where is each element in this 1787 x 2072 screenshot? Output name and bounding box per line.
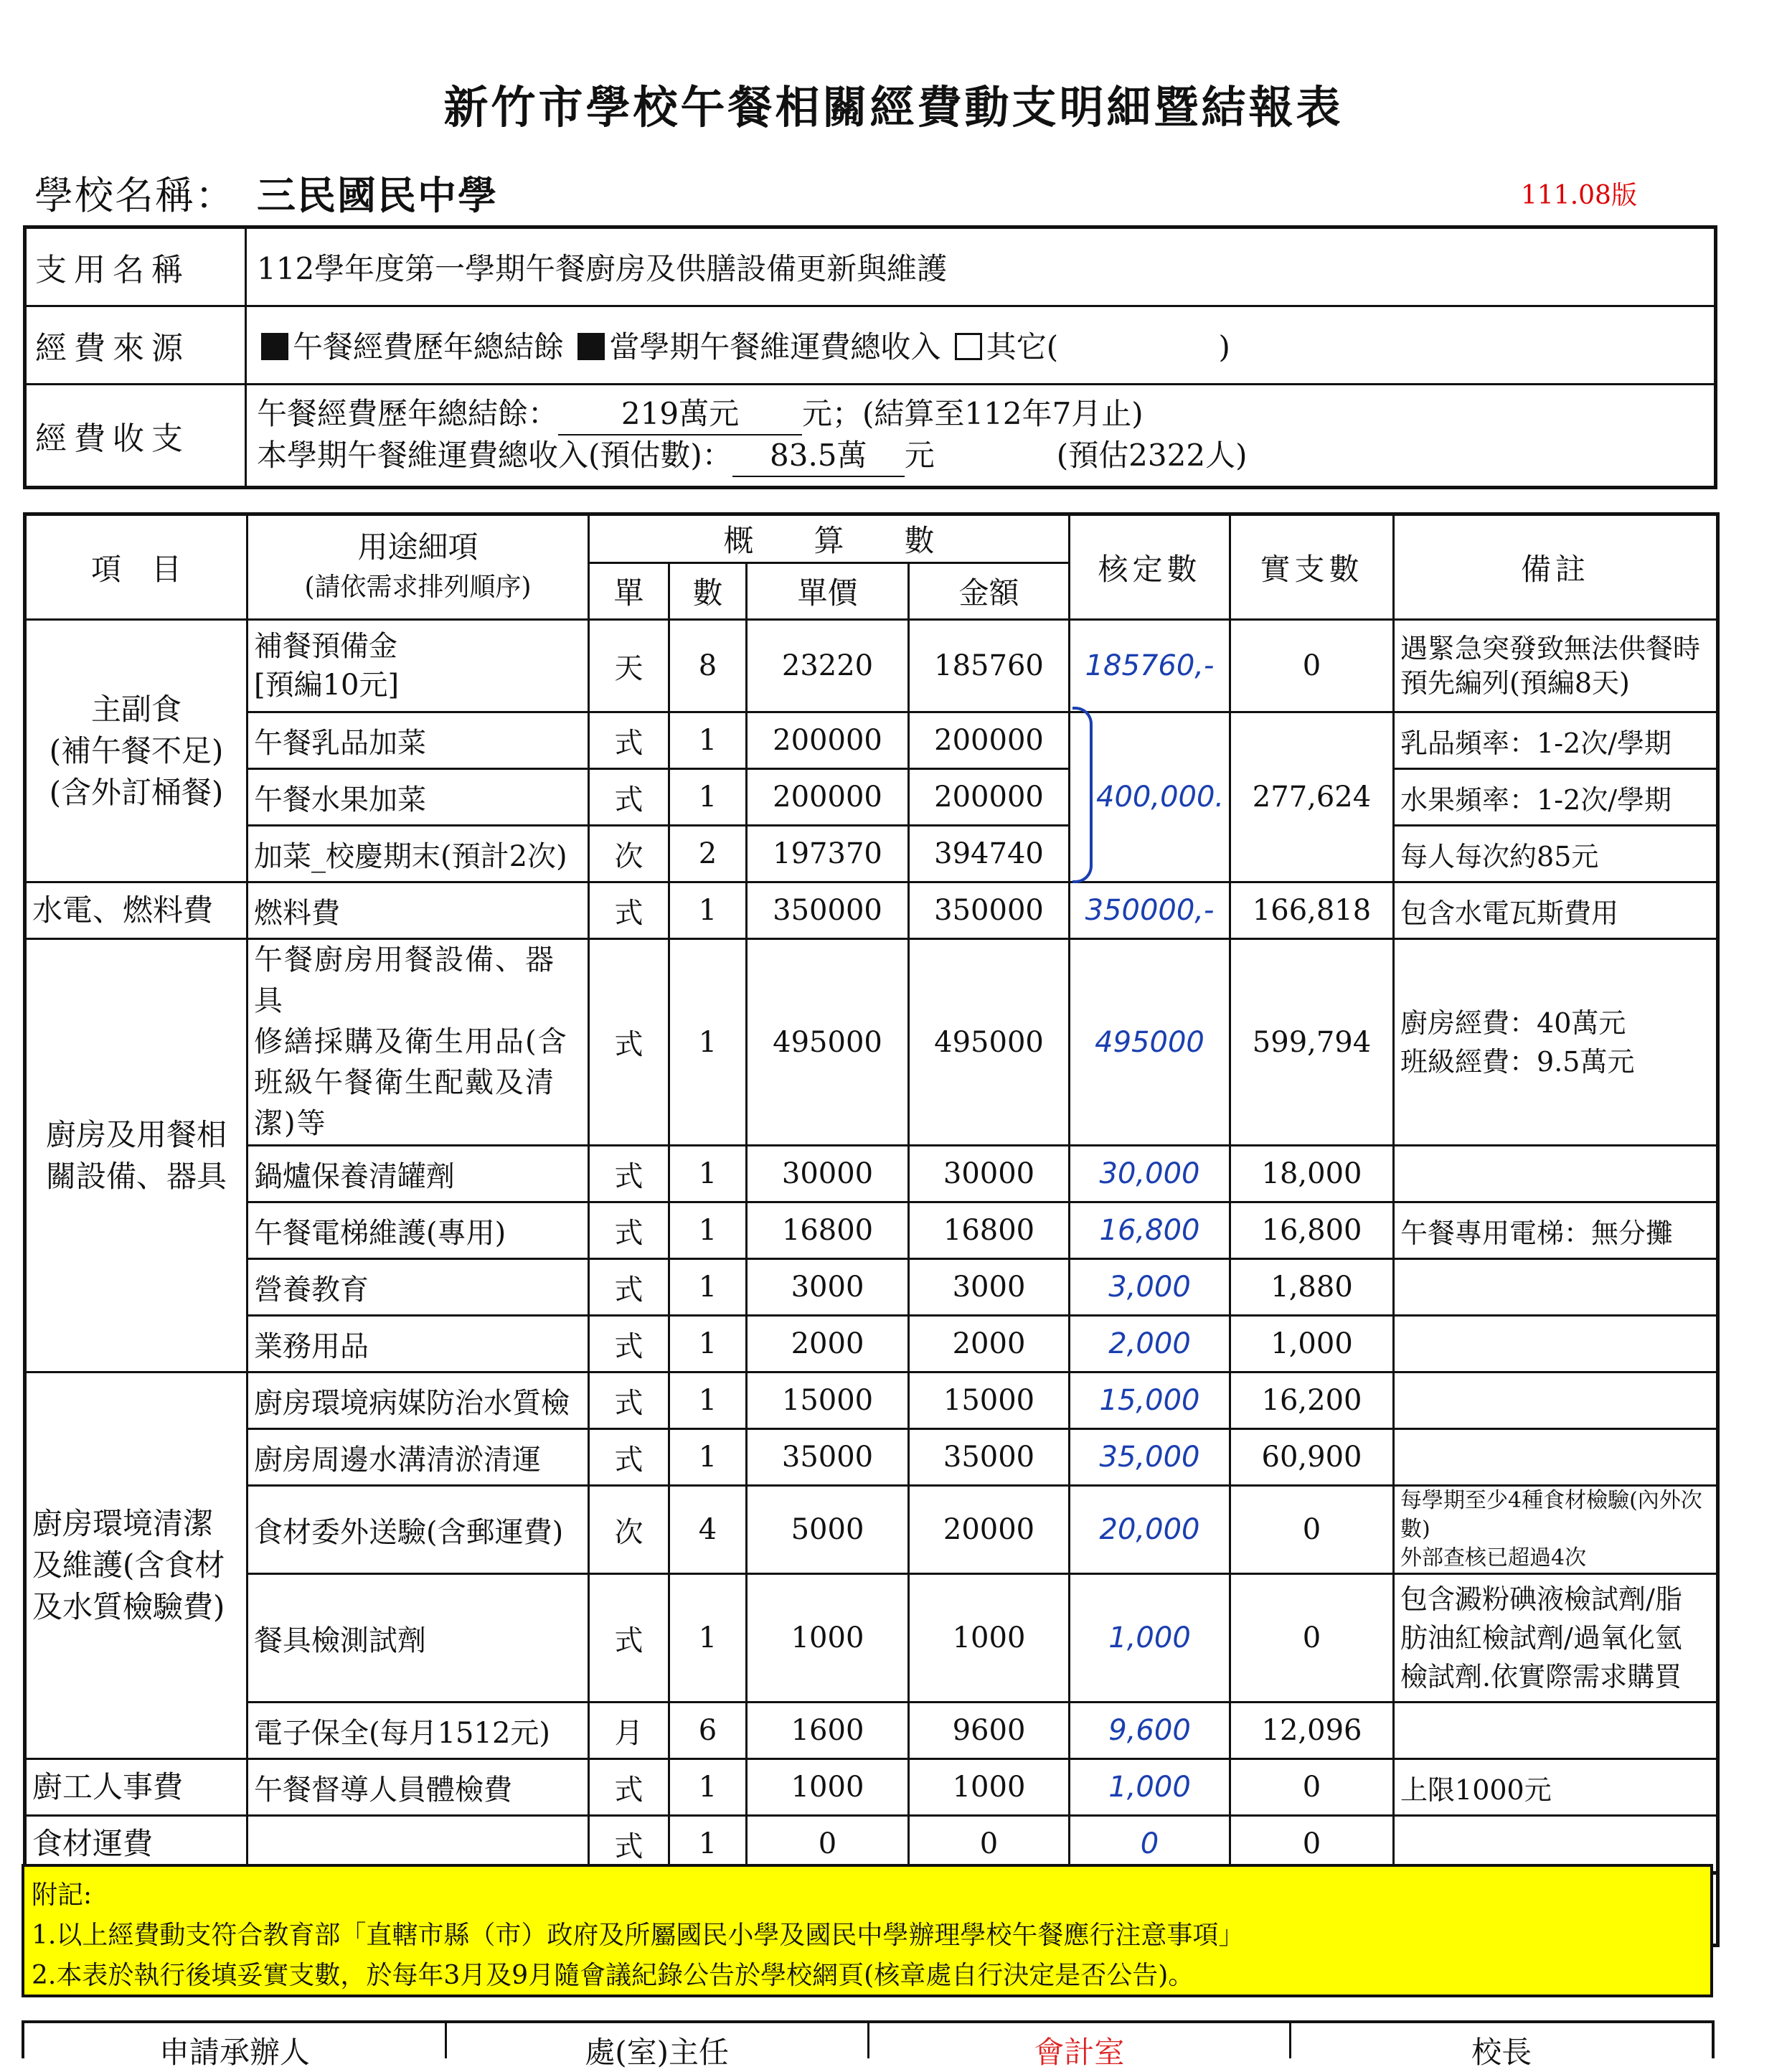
row-amount: 2000 bbox=[909, 1316, 1070, 1372]
row-unit: 式 bbox=[589, 939, 669, 1146]
row-remark: 上限1000元 bbox=[1394, 1759, 1718, 1816]
notes-line1: 1.以上經費動支符合教育部「直轄市縣（市）政府及所屬國民小學及國民中學辦理學校午餐應行注意事項」 bbox=[32, 1921, 1245, 1950]
row-amount: 16800 bbox=[909, 1202, 1070, 1259]
row-detail: 燃料費 bbox=[247, 882, 589, 939]
balance-suffix: 元；(結算至112年7月止) bbox=[802, 396, 1144, 431]
row-detail-line2: 修繕採購及衛生用品(含 bbox=[254, 1025, 568, 1058]
source-label: 經費來源 bbox=[25, 306, 246, 385]
row-qty: 8 bbox=[669, 620, 747, 712]
row-qty: 1 bbox=[669, 769, 747, 826]
category-kitchen bbox=[25, 939, 247, 1372]
row-remark: 乳品頻率：1-2次/學期 bbox=[1394, 712, 1718, 769]
category-food-line1: 主副食 bbox=[90, 691, 181, 727]
row-remark bbox=[1394, 1429, 1718, 1486]
notes-heading: 附記: bbox=[32, 1880, 93, 1910]
row-remark-line2: 外部查核已超過4次 bbox=[1400, 1545, 1587, 1571]
table-row bbox=[25, 1202, 1718, 1259]
row-detail: 食材委外送驗(含郵運費) bbox=[247, 1486, 589, 1574]
row-approved: 15,000 bbox=[1070, 1372, 1230, 1429]
row-remark bbox=[1394, 620, 1718, 712]
row-price: 2000 bbox=[747, 1316, 909, 1372]
row-amount: 20000 bbox=[909, 1486, 1070, 1574]
row-unit: 式 bbox=[589, 1816, 669, 1873]
header-remark: 備註 bbox=[1394, 514, 1718, 620]
header-approved: 核定數 bbox=[1070, 514, 1230, 620]
category-environment bbox=[25, 1372, 247, 1759]
row-approved: 16,800 bbox=[1070, 1202, 1230, 1259]
category-env-line1: 廚房環境清潔 bbox=[32, 1506, 214, 1541]
row-amount: 200000 bbox=[909, 769, 1070, 826]
school-name: 三民國民中學 bbox=[257, 172, 498, 218]
row-approved: 30,000 bbox=[1070, 1146, 1230, 1202]
row-qty: 1 bbox=[669, 1429, 747, 1486]
row-approved: 185760,- bbox=[1070, 620, 1230, 712]
signature-row bbox=[22, 2020, 1715, 2070]
income-value: 83.5萬 bbox=[732, 435, 905, 477]
category-staff: 廚工人事費 bbox=[25, 1759, 247, 1816]
row-remark: 午餐專用電梯：無分攤 bbox=[1394, 1202, 1718, 1259]
row-remark-line1: 廚房經費：40萬元 bbox=[1400, 1007, 1626, 1039]
row-qty: 1 bbox=[669, 1816, 747, 1873]
row-amount: 200000 bbox=[909, 712, 1070, 769]
row-price: 5000 bbox=[747, 1486, 909, 1574]
row-remark bbox=[1394, 1703, 1718, 1759]
row-approved: 1,000 bbox=[1070, 1759, 1230, 1816]
row-price: 3000 bbox=[747, 1259, 909, 1316]
school-line bbox=[34, 165, 498, 220]
row-qty: 1 bbox=[669, 1202, 747, 1259]
row-approved: 3,000 bbox=[1070, 1259, 1230, 1316]
row-actual: 0 bbox=[1230, 1486, 1394, 1574]
row-detail: 業務用品 bbox=[247, 1316, 589, 1372]
row-remark-line1: 遇緊急突發致無法供餐時 bbox=[1400, 633, 1701, 664]
row-actual-merged: 277,624 bbox=[1230, 712, 1394, 882]
income-label: 經費收支 bbox=[25, 385, 246, 488]
row-remark-line1: 包含澱粉碘液檢試劑/脂 bbox=[1400, 1583, 1682, 1615]
row-approved: 35,000 bbox=[1070, 1429, 1230, 1486]
row-unit: 式 bbox=[589, 882, 669, 939]
header-actual: 實支數 bbox=[1230, 514, 1394, 620]
checkbox-empty-icon[interactable] bbox=[955, 333, 982, 360]
row-detail: 廚房周邊水溝清淤清運 bbox=[247, 1429, 589, 1486]
table-row bbox=[25, 1146, 1718, 1202]
table-row bbox=[25, 939, 1718, 1146]
signature-applicant: 申請承辦人 bbox=[24, 2023, 447, 2058]
row-approved: 1,000 bbox=[1070, 1574, 1230, 1703]
row-actual: 0 bbox=[1230, 620, 1394, 712]
source-option-other: 其它( bbox=[986, 329, 1059, 364]
row-detail: 餐具檢測試劑 bbox=[247, 1574, 589, 1703]
row-unit: 式 bbox=[589, 1316, 669, 1372]
row-actual: 599,794 bbox=[1230, 939, 1394, 1146]
row-unit: 式 bbox=[589, 1759, 669, 1816]
table-row bbox=[25, 882, 1718, 939]
category-env-line2: 及維護(含食材 bbox=[32, 1548, 225, 1583]
row-remark bbox=[1394, 1486, 1718, 1574]
row-unit: 式 bbox=[589, 1259, 669, 1316]
row-remark-line2: 肪油紅檢試劑/過氧化氫 bbox=[1400, 1622, 1682, 1654]
row-qty: 1 bbox=[669, 1759, 747, 1816]
row-unit: 式 bbox=[589, 1202, 669, 1259]
balance-value: 219萬元 bbox=[558, 394, 802, 435]
row-detail: 午餐乳品加菜 bbox=[247, 712, 589, 769]
table-row bbox=[25, 712, 1718, 769]
row-price: 23220 bbox=[747, 620, 909, 712]
row-qty: 1 bbox=[669, 1259, 747, 1316]
income-values bbox=[246, 385, 1716, 488]
signature-director: 處(室)主任 bbox=[447, 2023, 869, 2058]
row-approved: 350000,- bbox=[1070, 882, 1230, 939]
row-actual: 16,800 bbox=[1230, 1202, 1394, 1259]
row-remark bbox=[1394, 1259, 1718, 1316]
income-prefix: 本學期午餐維運費總收入(預估數)： bbox=[257, 438, 732, 473]
row-unit: 式 bbox=[589, 1429, 669, 1486]
row-amount: 15000 bbox=[909, 1372, 1070, 1429]
table-row bbox=[25, 620, 1718, 712]
category-kitchen-line2: 關設備、器具 bbox=[45, 1158, 227, 1194]
row-amount: 30000 bbox=[909, 1146, 1070, 1202]
category-kitchen-line1: 廚房及用餐相 bbox=[45, 1116, 227, 1152]
source-option-close: ) bbox=[1218, 329, 1230, 364]
row-amount: 1000 bbox=[909, 1574, 1070, 1703]
table-row bbox=[25, 1259, 1718, 1316]
row-detail-line1: 午餐廚房用餐設備、器具 bbox=[254, 943, 555, 1017]
info-table bbox=[23, 225, 1717, 489]
row-actual: 18,000 bbox=[1230, 1146, 1394, 1202]
table-row bbox=[25, 1372, 1718, 1429]
row-detail-line4: 潔)等 bbox=[254, 1107, 327, 1140]
row-qty: 1 bbox=[669, 882, 747, 939]
category-food-line2: (補午餐不足) bbox=[49, 733, 224, 768]
row-price: 495000 bbox=[747, 939, 909, 1146]
bracket-icon bbox=[1072, 707, 1093, 883]
row-detail: 廚房環境病媒防治水質檢 bbox=[247, 1372, 589, 1429]
header-qty: 數 bbox=[669, 563, 747, 620]
table-row bbox=[25, 1759, 1718, 1816]
row-actual: 1,000 bbox=[1230, 1316, 1394, 1372]
row-amount: 9600 bbox=[909, 1703, 1070, 1759]
row-remark-line3: 檢試劑.依實際需求購買 bbox=[1400, 1661, 1682, 1692]
signature-principal: 校長 bbox=[1471, 2035, 1532, 2070]
row-actual: 166,818 bbox=[1230, 882, 1394, 939]
row-actual: 1,880 bbox=[1230, 1259, 1394, 1316]
row-actual: 0 bbox=[1230, 1816, 1394, 1873]
row-amount: 394740 bbox=[909, 826, 1070, 882]
row-price: 197370 bbox=[747, 826, 909, 882]
row-remark bbox=[1394, 1146, 1718, 1202]
signature-accounting: 會計室 bbox=[869, 2023, 1292, 2058]
source-options bbox=[246, 306, 1716, 385]
row-actual: 0 bbox=[1230, 1574, 1394, 1703]
row-remark: 每人每次約85元 bbox=[1394, 826, 1718, 882]
row-approved: 0 bbox=[1070, 1816, 1230, 1873]
header-estimate: 概 算 數 bbox=[589, 514, 1070, 563]
row-remark-line1: 每學期至少4種食材檢驗(內外次數) bbox=[1400, 1488, 1702, 1542]
category-transport: 食材運費 bbox=[25, 1816, 247, 1873]
row-unit: 式 bbox=[589, 1146, 669, 1202]
row-unit: 式 bbox=[589, 712, 669, 769]
header-detail-sub: (請依需求排列順序) bbox=[304, 572, 532, 602]
row-remark: 包含水電瓦斯費用 bbox=[1394, 882, 1718, 939]
table-row bbox=[25, 1703, 1718, 1759]
row-qty: 1 bbox=[669, 1574, 747, 1703]
notes-box bbox=[22, 1864, 1713, 1997]
row-amount: 350000 bbox=[909, 882, 1070, 939]
row-approved: 20,000 bbox=[1070, 1486, 1230, 1574]
notes-line2: 2.本表於執行後填妥實支數，於每年3月及9月隨會議紀錄公告於學校網頁(核章處自行決定是否公告)。 bbox=[32, 1961, 1194, 1990]
header-detail-title: 用途細項 bbox=[357, 529, 478, 565]
row-unit: 次 bbox=[589, 826, 669, 882]
row-approved: 2,000 bbox=[1070, 1316, 1230, 1372]
balance-prefix: 午餐經費歷年總結餘： bbox=[257, 396, 559, 431]
source-option-income: 當學期午餐維運費總收入 bbox=[609, 329, 941, 364]
row-remark-line2: 班級經費：9.5萬元 bbox=[1400, 1045, 1635, 1078]
row-actual: 16,200 bbox=[1230, 1372, 1394, 1429]
row-approved: 9,600 bbox=[1070, 1703, 1230, 1759]
header-detail bbox=[247, 514, 589, 620]
row-qty: 2 bbox=[669, 826, 747, 882]
row-unit: 式 bbox=[589, 1574, 669, 1703]
header-item: 項 目 bbox=[25, 514, 247, 620]
category-food-line3: (含外訂桶餐) bbox=[49, 774, 224, 810]
row-price: 1000 bbox=[747, 1574, 909, 1703]
row-price: 200000 bbox=[747, 769, 909, 826]
row-remark bbox=[1394, 1574, 1718, 1703]
form-version: 111.08版 bbox=[1521, 181, 1637, 210]
checkbox-checked-icon[interactable] bbox=[261, 333, 288, 360]
row-detail-line3: 班級午餐衛生配戴及清 bbox=[254, 1066, 555, 1099]
row-detail bbox=[247, 939, 589, 1146]
row-price: 1000 bbox=[747, 1759, 909, 1816]
row-unit: 式 bbox=[589, 1372, 669, 1429]
row-price: 0 bbox=[747, 1816, 909, 1873]
row-remark bbox=[1394, 1372, 1718, 1429]
purpose-value: 112學年度第一學期午餐廚房及供膳設備更新與維護 bbox=[246, 227, 1716, 306]
row-unit: 月 bbox=[589, 1703, 669, 1759]
row-detail bbox=[247, 620, 589, 712]
row-qty: 1 bbox=[669, 1146, 747, 1202]
row-detail: 電子保全(每月1512元) bbox=[247, 1703, 589, 1759]
row-approved-merged: 400,000. bbox=[1070, 712, 1230, 882]
row-detail: 營養教育 bbox=[247, 1259, 589, 1316]
category-utility: 水電、燃料費 bbox=[25, 882, 247, 939]
row-price: 30000 bbox=[747, 1146, 909, 1202]
row-approved: 495000 bbox=[1070, 939, 1230, 1146]
row-detail: 午餐督導人員體檢費 bbox=[247, 1759, 589, 1816]
header-amount: 金額 bbox=[909, 563, 1070, 620]
category-food bbox=[25, 620, 247, 882]
source-option-balance: 午餐經費歷年總結餘 bbox=[293, 329, 565, 364]
income-suffix: 元 bbox=[904, 438, 935, 473]
row-qty: 1 bbox=[669, 1316, 747, 1372]
row-qty: 1 bbox=[669, 939, 747, 1146]
row-detail-line2: [預編10元] bbox=[254, 669, 400, 702]
row-price: 16800 bbox=[747, 1202, 909, 1259]
row-detail-line1: 補餐預備金 bbox=[254, 630, 397, 663]
table-row bbox=[25, 1574, 1718, 1703]
table-row bbox=[25, 1316, 1718, 1372]
row-amount: 1000 bbox=[909, 1759, 1070, 1816]
row-unit: 次 bbox=[589, 1486, 669, 1574]
row-amount: 35000 bbox=[909, 1429, 1070, 1486]
row-actual: 0 bbox=[1230, 1759, 1394, 1816]
row-price: 15000 bbox=[747, 1372, 909, 1429]
row-amount: 185760 bbox=[909, 620, 1070, 712]
income-people: (預估2322人) bbox=[1056, 438, 1248, 473]
expense-table bbox=[23, 512, 1720, 1947]
category-env-line3: 及水質檢驗費) bbox=[32, 1589, 225, 1624]
document-title: 新竹市學校午餐相關經費動支明細暨結報表 bbox=[443, 81, 1344, 133]
row-actual: 12,096 bbox=[1230, 1703, 1394, 1759]
row-detail: 午餐水果加菜 bbox=[247, 769, 589, 826]
row-remark-line2: 預先編列(預編8天) bbox=[1400, 667, 1630, 699]
row-detail: 午餐電梯維護(專用) bbox=[247, 1202, 589, 1259]
checkbox-checked-icon[interactable] bbox=[577, 333, 605, 360]
row-amount: 0 bbox=[909, 1816, 1070, 1873]
row-price: 200000 bbox=[747, 712, 909, 769]
header-unit: 單 bbox=[589, 563, 669, 620]
row-actual: 60,900 bbox=[1230, 1429, 1394, 1486]
row-unit: 天 bbox=[589, 620, 669, 712]
row-detail: 加菜_校慶期末(預計2次) bbox=[247, 826, 589, 882]
row-qty: 1 bbox=[669, 1372, 747, 1429]
row-price: 35000 bbox=[747, 1429, 909, 1486]
school-label: 學校名稱： bbox=[34, 173, 235, 218]
row-price: 1600 bbox=[747, 1703, 909, 1759]
row-amount: 3000 bbox=[909, 1259, 1070, 1316]
row-remark bbox=[1394, 939, 1718, 1146]
header-unit-price: 單價 bbox=[747, 563, 909, 620]
table-row bbox=[25, 769, 1718, 826]
row-qty: 4 bbox=[669, 1486, 747, 1574]
row-price: 350000 bbox=[747, 882, 909, 939]
table-row bbox=[25, 826, 1718, 882]
purpose-label: 支用名稱 bbox=[25, 227, 246, 306]
row-detail: 鍋爐保養清罐劑 bbox=[247, 1146, 589, 1202]
row-qty: 6 bbox=[669, 1703, 747, 1759]
row-qty: 1 bbox=[669, 712, 747, 769]
row-unit: 式 bbox=[589, 769, 669, 826]
table-row bbox=[25, 1486, 1718, 1574]
row-remark: 水果頻率：1-2次/學期 bbox=[1394, 769, 1718, 826]
row-amount: 495000 bbox=[909, 939, 1070, 1146]
table-row bbox=[25, 1429, 1718, 1486]
row-remark bbox=[1394, 1316, 1718, 1372]
